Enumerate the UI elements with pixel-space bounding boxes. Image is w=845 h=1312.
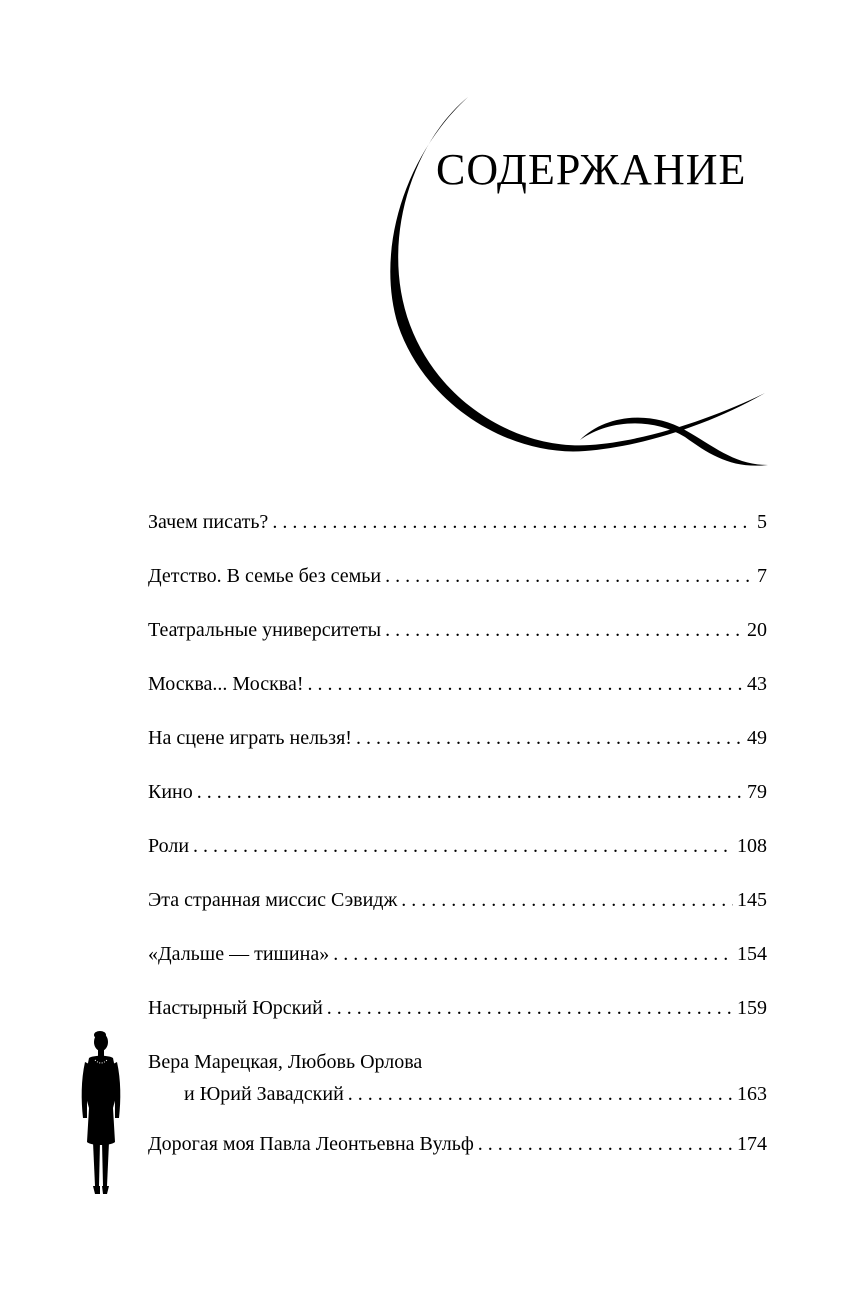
toc-entry-title: На сцене играть нельзя!	[148, 727, 352, 749]
toc-entry[interactable]	[148, 992, 767, 1024]
toc-page-number: 154	[737, 943, 767, 965]
dot-leader	[401, 884, 733, 916]
toc-entry[interactable]	[148, 506, 767, 538]
toc-entry-title: Дорогая моя Павла Леонтьевна Вульф	[148, 1133, 474, 1155]
dot-leader	[385, 614, 743, 646]
toc-entry-title: Настырный Юрский	[148, 997, 323, 1019]
dot-leader	[385, 560, 753, 592]
toc-entry-title: Роли	[148, 835, 190, 857]
toc-entry-title: «Дальше — тишина»	[148, 943, 330, 965]
toc-entry-title: и Юрий Завадский	[184, 1083, 344, 1105]
dot-leader	[272, 506, 753, 538]
dot-leader	[193, 830, 733, 862]
dot-leader	[348, 1078, 733, 1110]
dot-leader	[327, 992, 733, 1024]
dot-leader	[478, 1128, 733, 1160]
toc-page-number: 43	[747, 673, 767, 695]
toc-entry[interactable]	[148, 668, 767, 700]
toc-entry-title: Кино	[148, 781, 193, 803]
toc-page-number: 145	[737, 889, 767, 911]
page-title: СОДЕРЖАНИЕ	[436, 145, 747, 194]
toc-entry-title: Детство. В семье без семьи	[148, 565, 382, 587]
toc-page-number: 5	[757, 511, 767, 533]
toc-page-number: 159	[737, 997, 767, 1019]
toc-page-number: 174	[737, 1133, 767, 1155]
toc-entry-title: Зачем писать?	[148, 511, 269, 533]
dot-leader	[333, 938, 733, 970]
toc-page-number: 108	[737, 835, 767, 857]
woman-silhouette-icon	[75, 1030, 127, 1200]
toc-entry[interactable]	[148, 560, 767, 592]
dot-leader	[356, 722, 743, 754]
toc-page-number: 20	[747, 619, 767, 641]
toc-entry[interactable]	[148, 1051, 767, 1110]
toc-entry[interactable]	[148, 830, 767, 862]
toc-page-number: 163	[737, 1083, 767, 1105]
toc-page-number: 79	[747, 781, 767, 803]
toc-entry-title: Эта странная миссис Сэвидж	[148, 889, 398, 911]
toc-entry[interactable]	[148, 614, 767, 646]
toc-entry-title-line1: Вера Марецкая, Любовь Орлова	[148, 1051, 423, 1073]
toc-entry-title: Москва... Москва!	[148, 673, 304, 695]
toc-page-number: 7	[757, 565, 767, 587]
toc-entry[interactable]	[148, 776, 767, 808]
toc-page-number: 49	[747, 727, 767, 749]
toc-entry-title: Театральные университеты	[148, 619, 382, 641]
toc-entry[interactable]	[148, 1128, 767, 1160]
dot-leader	[197, 776, 743, 808]
toc-entry[interactable]	[148, 884, 767, 916]
dot-leader	[308, 668, 743, 700]
toc-entry[interactable]	[148, 722, 767, 754]
toc-entry[interactable]	[148, 938, 767, 970]
